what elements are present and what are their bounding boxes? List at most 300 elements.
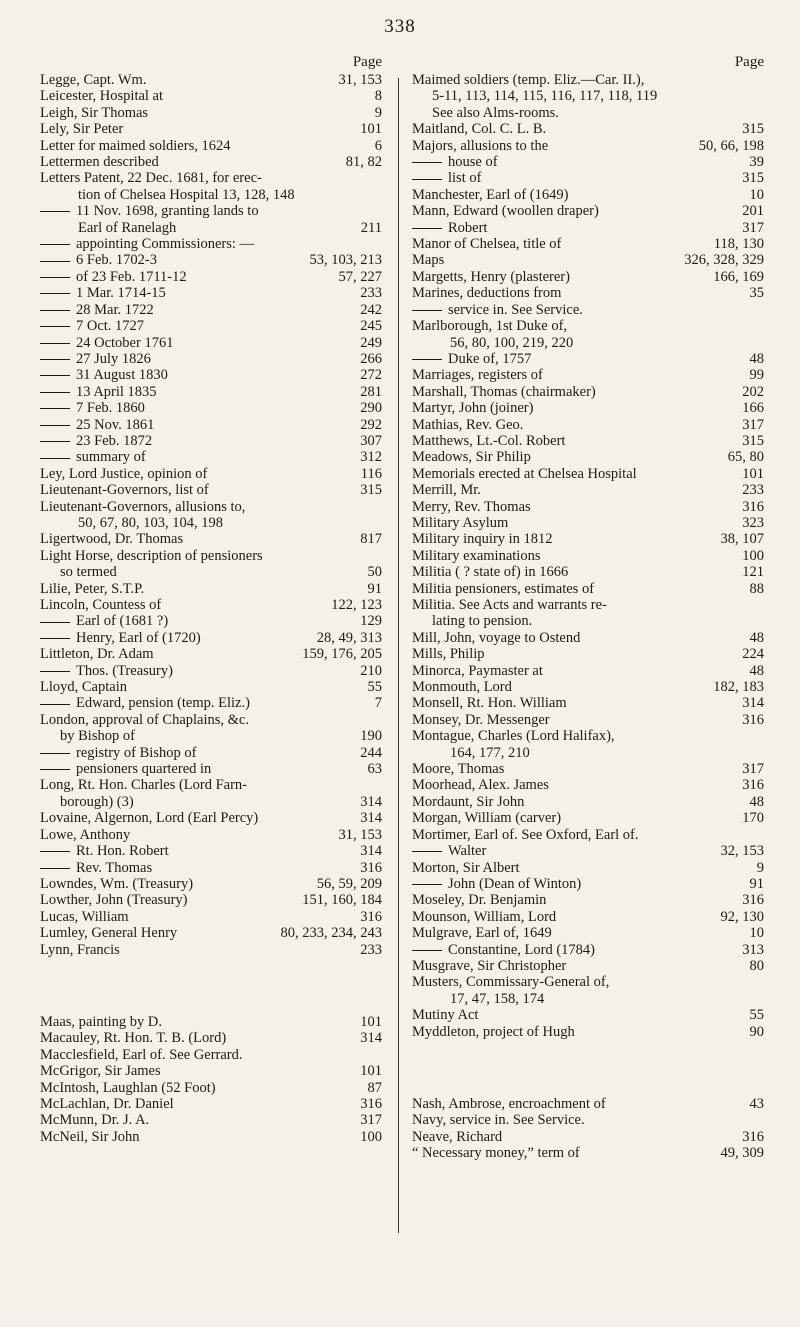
index-entry-pages: 166, 169 bbox=[713, 268, 764, 285]
index-entry bbox=[40, 597, 382, 613]
ditto-dash bbox=[412, 228, 442, 229]
index-entry bbox=[40, 810, 382, 826]
index-entry bbox=[40, 613, 382, 629]
index-entry bbox=[40, 417, 382, 433]
page-heading-label: Page bbox=[734, 54, 764, 70]
index-entry-pages: 129 bbox=[360, 613, 382, 630]
index-entry-text: Maps bbox=[412, 252, 445, 269]
index-entry bbox=[40, 72, 382, 88]
index-entry bbox=[412, 187, 764, 203]
index-entry-text: lating to pension. bbox=[432, 613, 533, 630]
index-entry-pages: 118, 130 bbox=[713, 236, 764, 253]
index-entry bbox=[40, 1030, 382, 1046]
index-entry-text: Mordaunt, Sir John bbox=[412, 793, 525, 810]
index-entry-text: Rt. Hon. Robert bbox=[76, 843, 169, 860]
index-entry-text: Moseley, Dr. Benjamin bbox=[412, 892, 547, 909]
index-entry-pages: 211 bbox=[360, 219, 382, 236]
index-entry-pages: 55 bbox=[749, 1007, 764, 1024]
ditto-dash bbox=[40, 244, 70, 245]
index-entry bbox=[40, 777, 382, 793]
index-entry bbox=[412, 860, 764, 876]
index-entry-pages: 315 bbox=[742, 432, 764, 449]
index-entry bbox=[412, 1096, 764, 1112]
index-entry-text: registry of Bishop of bbox=[76, 744, 197, 761]
index-entry-text: by Bishop of bbox=[60, 728, 135, 745]
index-entry bbox=[412, 942, 764, 958]
index-entry bbox=[412, 170, 764, 186]
index-entry bbox=[40, 695, 382, 711]
index-entry bbox=[412, 777, 764, 793]
index-entry-pages: 31, 153 bbox=[338, 826, 382, 843]
column-divider bbox=[398, 78, 399, 1233]
index-entry-pages: 249 bbox=[360, 334, 382, 351]
ditto-dash bbox=[40, 359, 70, 360]
index-entry bbox=[40, 384, 382, 400]
ditto-dash bbox=[412, 179, 442, 180]
ditto-dash bbox=[412, 884, 442, 885]
index-entry-text: “ Necessary money,” term of bbox=[412, 1145, 580, 1162]
index-entry-pages: 91 bbox=[749, 875, 764, 892]
ditto-dash bbox=[40, 704, 70, 705]
index-entry bbox=[412, 269, 764, 285]
index-entry-text: Morton, Sir Albert bbox=[412, 859, 520, 876]
index-entry bbox=[412, 745, 764, 761]
index-entry-text: Walter bbox=[448, 843, 487, 860]
ditto-dash bbox=[40, 375, 70, 376]
index-entry bbox=[412, 154, 764, 170]
index-section-l bbox=[40, 72, 382, 958]
index-entry bbox=[40, 1047, 382, 1063]
index-entry-text: house of bbox=[448, 154, 498, 171]
index-entry-pages: 101 bbox=[360, 1013, 382, 1030]
index-entry bbox=[40, 499, 382, 515]
index-entry bbox=[412, 384, 764, 400]
index-entry bbox=[40, 1096, 382, 1112]
index-entry-text: Morgan, William (carver) bbox=[412, 810, 562, 827]
index-entry-pages: 87 bbox=[367, 1079, 382, 1096]
index-entry-text: Littleton, Dr. Adam bbox=[40, 646, 154, 663]
index-entry bbox=[412, 991, 764, 1007]
index-entry bbox=[412, 236, 764, 252]
index-entry-text: Military inquiry in 1812 bbox=[412, 531, 553, 548]
index-entry bbox=[40, 630, 382, 646]
index-entry-pages: 315 bbox=[360, 482, 382, 499]
ditto-dash bbox=[40, 277, 70, 278]
index-entry-pages: 316 bbox=[742, 892, 764, 909]
index-entry-text: appointing Commissioners: — bbox=[76, 236, 255, 253]
index-entry bbox=[40, 581, 382, 597]
index-entry bbox=[40, 925, 382, 941]
index-entry-text: Moorhead, Alex. James bbox=[412, 777, 549, 794]
index-entry-pages: 202 bbox=[742, 383, 764, 400]
index-entry bbox=[412, 400, 764, 416]
index-entry-pages: 316 bbox=[742, 711, 764, 728]
index-entry-text: Lumley, General Henry bbox=[40, 925, 178, 942]
index-entry bbox=[40, 318, 382, 334]
index-entry bbox=[40, 203, 382, 219]
index-entry bbox=[40, 548, 382, 564]
index-entry-text: Legge, Capt. Wm. bbox=[40, 72, 147, 88]
index-entry-text: Manor of Chelsea, title of bbox=[412, 236, 562, 253]
index-entry-pages: 63 bbox=[367, 761, 382, 778]
index-entry-pages: 100 bbox=[742, 547, 764, 564]
index-entry-text: McMunn, Dr. J. A. bbox=[40, 1112, 150, 1129]
index-entry-pages: 314 bbox=[360, 1030, 382, 1047]
index-entry-text: Lowe, Anthony bbox=[40, 826, 131, 843]
index-entry-pages: 43 bbox=[749, 1095, 764, 1112]
index-section-mc bbox=[40, 1014, 382, 1145]
index-entry-text: Duke of, 1757 bbox=[448, 350, 532, 367]
index-entry-pages: 190 bbox=[360, 728, 382, 745]
index-entry-pages: 166 bbox=[742, 400, 764, 417]
ditto-dash bbox=[412, 359, 442, 360]
ditto-dash bbox=[40, 671, 70, 672]
index-entry-pages: 242 bbox=[360, 301, 382, 318]
index-entry bbox=[412, 367, 764, 383]
index-entry bbox=[40, 531, 382, 547]
index-entry bbox=[40, 646, 382, 662]
index-entry-pages: 307 bbox=[360, 432, 382, 449]
index-entry-pages: 121 bbox=[742, 564, 764, 581]
index-entry bbox=[412, 1024, 764, 1040]
index-entry bbox=[40, 827, 382, 843]
index-entry bbox=[40, 400, 382, 416]
index-entry-text: 13 April 1835 bbox=[76, 383, 157, 400]
index-entry-pages: 244 bbox=[360, 744, 382, 761]
ditto-dash bbox=[40, 261, 70, 262]
index-entry-pages: 233 bbox=[742, 482, 764, 499]
index-entry bbox=[412, 417, 764, 433]
index-entry-pages: 92, 130 bbox=[720, 908, 764, 925]
index-entry bbox=[412, 531, 764, 547]
index-entry-text: Maimed soldiers (temp. Eliz.—Car. II.), bbox=[412, 72, 645, 88]
index-entry-pages: 101 bbox=[742, 465, 764, 482]
index-column-right bbox=[412, 52, 764, 1162]
index-entry-text: 7 Feb. 1860 bbox=[76, 400, 145, 417]
index-entry-text: Margetts, Henry (plasterer) bbox=[412, 268, 570, 285]
index-entry bbox=[40, 892, 382, 908]
ditto-dash bbox=[40, 326, 70, 327]
index-entry-text: 164, 177, 210 bbox=[450, 744, 530, 761]
index-entry-text: McGrigor, Sir James bbox=[40, 1063, 161, 1080]
index-entry-pages: 281 bbox=[360, 383, 382, 400]
index-entry-text: Letter for maimed soldiers, 1624 bbox=[40, 137, 231, 154]
index-entry-text: McLachlan, Dr. Daniel bbox=[40, 1095, 174, 1112]
index-entry-pages: 315 bbox=[742, 121, 764, 138]
index-entry-text: Minorca, Paymaster at bbox=[412, 662, 543, 679]
ditto-dash bbox=[412, 950, 442, 951]
index-entry-text: 17, 47, 158, 174 bbox=[450, 990, 545, 1007]
index-entry-pages: 316 bbox=[742, 1128, 764, 1145]
index-entry bbox=[40, 138, 382, 154]
ditto-dash bbox=[40, 293, 70, 294]
index-entry-text: 56, 80, 100, 219, 220 bbox=[450, 334, 574, 351]
index-entry bbox=[412, 515, 764, 531]
index-entry-text: Lynn, Francis bbox=[40, 941, 120, 958]
index-entry-pages: 10 bbox=[749, 925, 764, 942]
index-entry bbox=[412, 138, 764, 154]
index-entry-pages: 316 bbox=[742, 777, 764, 794]
index-entry-pages: 314 bbox=[360, 793, 382, 810]
ditto-dash bbox=[40, 408, 70, 409]
index-entry bbox=[40, 876, 382, 892]
index-entry bbox=[412, 613, 764, 629]
index-entry-text: Marines, deductions from bbox=[412, 285, 562, 302]
index-entry-text: Leigh, Sir Thomas bbox=[40, 104, 149, 121]
index-entry-text: summary of bbox=[76, 449, 146, 466]
index-entry-pages: 80, 233, 234, 243 bbox=[280, 925, 382, 942]
index-entry bbox=[412, 351, 764, 367]
index-entry bbox=[40, 745, 382, 761]
page-number: 338 bbox=[384, 16, 416, 37]
index-entry bbox=[40, 1129, 382, 1145]
index-entry bbox=[412, 958, 764, 974]
index-entry-pages: 99 bbox=[749, 367, 764, 384]
index-entry-pages: 100 bbox=[360, 1128, 382, 1145]
ditto-dash bbox=[412, 851, 442, 852]
index-entry bbox=[40, 351, 382, 367]
index-entry-pages: 50 bbox=[367, 564, 382, 581]
index-entry-text: 7 Oct. 1727 bbox=[76, 318, 145, 335]
index-entry-pages: 317 bbox=[360, 1112, 382, 1129]
index-entry bbox=[412, 974, 764, 990]
index-entry bbox=[412, 203, 764, 219]
index-entry-pages: 9 bbox=[374, 104, 382, 121]
ditto-dash bbox=[40, 425, 70, 426]
index-entry bbox=[412, 548, 764, 564]
index-entry-text: pensioners quartered in bbox=[76, 761, 212, 778]
index-entry bbox=[412, 1145, 764, 1161]
index-entry bbox=[412, 827, 764, 843]
index-entry-text: Leicester, Hospital at bbox=[40, 88, 164, 105]
index-entry-text: of 23 Feb. 1711-12 bbox=[76, 268, 187, 285]
index-entry bbox=[412, 1112, 764, 1128]
index-entry-text: 27 July 1826 bbox=[76, 350, 151, 367]
index-entry-pages: 32, 153 bbox=[720, 843, 764, 860]
index-entry-text: Monmouth, Lord bbox=[412, 679, 512, 696]
ditto-dash bbox=[40, 310, 70, 311]
index-entry bbox=[412, 695, 764, 711]
index-entry-pages: 314 bbox=[742, 695, 764, 712]
index-entry bbox=[412, 892, 764, 908]
index-entry-pages: 38, 107 bbox=[720, 531, 764, 548]
index-entry-text: tion of Chelsea Hospital 13, 128, 148 bbox=[78, 186, 295, 203]
index-entry-text: Mulgrave, Earl of, 1649 bbox=[412, 925, 552, 942]
index-entry-text: Navy, service in. See Service. bbox=[412, 1112, 585, 1129]
index-entry-pages: 210 bbox=[360, 662, 382, 679]
index-entry-pages: 31, 153 bbox=[338, 72, 382, 88]
index-entry-pages: 316 bbox=[360, 908, 382, 925]
index-entry-text: 6 Feb. 1702-3 bbox=[76, 252, 157, 269]
ditto-dash bbox=[40, 868, 70, 869]
index-entry bbox=[412, 597, 764, 613]
index-entry-pages: 10 bbox=[749, 186, 764, 203]
index-entry-text: Montague, Charles (Lord Halifax), bbox=[412, 728, 615, 745]
index-entry bbox=[40, 335, 382, 351]
index-entry-text: 50, 67, 80, 103, 104, 198 bbox=[78, 514, 223, 531]
index-entry-text: 31 August 1830 bbox=[76, 367, 168, 384]
index-entry-pages: 91 bbox=[367, 580, 382, 597]
index-entry bbox=[40, 794, 382, 810]
index-entry-text: Militia ( ? state of) in 1666 bbox=[412, 564, 569, 581]
index-entry bbox=[40, 679, 382, 695]
index-entry-text: Lloyd, Captain bbox=[40, 679, 127, 696]
index-entry-pages: 48 bbox=[749, 629, 764, 646]
index-entry bbox=[40, 105, 382, 121]
index-entry bbox=[40, 942, 382, 958]
index-entry-text: 25 Nov. 1861 bbox=[76, 416, 155, 433]
index-entry-text: Marlborough, 1st Duke of, bbox=[412, 318, 568, 335]
index-entry-pages: 290 bbox=[360, 400, 382, 417]
index-entry-pages: 317 bbox=[742, 219, 764, 236]
index-entry bbox=[412, 466, 764, 482]
index-entry-pages: 101 bbox=[360, 121, 382, 138]
index-entry-text: Myddleton, project of Hugh bbox=[412, 1023, 575, 1040]
index-entry-text: Lowther, John (Treasury) bbox=[40, 892, 188, 909]
index-entry-text: 24 October 1761 bbox=[76, 334, 174, 351]
ditto-dash bbox=[40, 851, 70, 852]
index-entry bbox=[40, 121, 382, 137]
index-entry-text: Macauley, Rt. Hon. T. B. (Lord) bbox=[40, 1030, 227, 1047]
index-entry bbox=[412, 1007, 764, 1023]
index-entry-pages: 245 bbox=[360, 318, 382, 335]
index-entry bbox=[412, 843, 764, 859]
index-entry-text: 11 Nov. 1698, granting lands to bbox=[76, 203, 259, 220]
index-entry-text: Constantine, Lord (1784) bbox=[448, 941, 595, 958]
index-entry-text: See also Alms-rooms. bbox=[432, 104, 559, 121]
index-entry-text: so termed bbox=[60, 564, 117, 581]
ditto-dash bbox=[40, 753, 70, 754]
index-entry-text: Ley, Lord Justice, opinion of bbox=[40, 465, 208, 482]
index-entry bbox=[412, 433, 764, 449]
index-entry bbox=[412, 909, 764, 925]
ditto-dash bbox=[40, 441, 70, 442]
index-entry-text: Mathias, Rev. Geo. bbox=[412, 416, 524, 433]
index-entry-text: Neave, Richard bbox=[412, 1128, 503, 1145]
index-entry-text: Merrill, Mr. bbox=[412, 482, 481, 499]
index-entry bbox=[40, 515, 382, 531]
index-column-left bbox=[40, 52, 382, 1145]
index-entry-pages: 55 bbox=[367, 679, 382, 696]
index-entry-pages: 182, 183 bbox=[713, 679, 764, 696]
index-entry-text: Monsey, Dr. Messenger bbox=[412, 711, 550, 728]
index-entry-pages: 90 bbox=[749, 1023, 764, 1040]
index-entry-text: list of bbox=[448, 170, 482, 187]
index-entry-text: Earl of Ranelagh bbox=[78, 219, 177, 236]
index-entry bbox=[412, 810, 764, 826]
index-entry-text: Lovaine, Algernon, Lord (Earl Percy) bbox=[40, 810, 259, 827]
index-entry-pages: 35 bbox=[749, 285, 764, 302]
index-entry bbox=[412, 679, 764, 695]
index-entry bbox=[40, 236, 382, 252]
index-entry-text: borough) (3) bbox=[60, 793, 134, 810]
index-entry-text: John (Dean of Winton) bbox=[448, 875, 582, 892]
index-entry-text: Meadows, Sir Philip bbox=[412, 449, 531, 466]
ditto-dash bbox=[40, 622, 70, 623]
index-entry-text: McNeil, Sir John bbox=[40, 1128, 140, 1145]
index-entry-pages: 323 bbox=[742, 514, 764, 531]
index-entry bbox=[412, 285, 764, 301]
index-entry-text: service in. See Service. bbox=[448, 301, 583, 318]
index-entry-text: Memorials erected at Chelsea Hospital bbox=[412, 465, 637, 482]
index-entry bbox=[412, 449, 764, 465]
index-entry-pages: 48 bbox=[749, 350, 764, 367]
index-entry-text: 1 Mar. 1714-15 bbox=[76, 285, 166, 302]
index-entry-pages: 326, 328, 329 bbox=[684, 252, 764, 269]
index-entry bbox=[412, 564, 764, 580]
index-entry bbox=[412, 794, 764, 810]
index-entry bbox=[40, 860, 382, 876]
index-entry bbox=[412, 728, 764, 744]
index-entry-text: Lieutenant-Governors, list of bbox=[40, 482, 209, 499]
index-entry-text: Edward, pension (temp. Eliz.) bbox=[76, 695, 250, 712]
index-entry-pages: 116 bbox=[360, 465, 382, 482]
index-entry-text: Mortimer, Earl of. See Oxford, Earl of. bbox=[412, 826, 639, 843]
index-entry-pages: 50, 66, 198 bbox=[698, 137, 764, 154]
index-entry bbox=[412, 581, 764, 597]
index-entry bbox=[412, 121, 764, 137]
index-entry-text: Militia. See Acts and warrants re- bbox=[412, 597, 607, 613]
index-entry bbox=[40, 761, 382, 777]
index-entry bbox=[40, 843, 382, 859]
index-entry-text: Mounson, William, Lord bbox=[412, 908, 557, 925]
index-entry bbox=[40, 170, 382, 186]
ditto-dash bbox=[40, 211, 70, 212]
index-entry bbox=[40, 1063, 382, 1079]
index-entry-pages: 122, 123 bbox=[331, 597, 382, 613]
index-entry-text: Lowndes, Wm. (Treasury) bbox=[40, 875, 194, 892]
index-entry-pages: 6 bbox=[374, 137, 382, 154]
index-entry bbox=[40, 252, 382, 268]
index-entry-text: Military Asylum bbox=[412, 514, 509, 531]
index-entry-text: Light Horse, description of pensioners bbox=[40, 547, 263, 564]
index-entry-text: Military examinations bbox=[412, 547, 541, 564]
index-entry bbox=[412, 712, 764, 728]
index-entry bbox=[40, 269, 382, 285]
index-entry-pages: 151, 160, 184 bbox=[302, 892, 382, 909]
index-entry bbox=[412, 761, 764, 777]
index-entry-text: Mills, Philip bbox=[412, 646, 485, 663]
index-entry bbox=[40, 220, 382, 236]
index-entry-pages: 272 bbox=[360, 367, 382, 384]
ditto-dash bbox=[40, 638, 70, 639]
index-entry-pages: 224 bbox=[742, 646, 764, 663]
ditto-dash bbox=[40, 343, 70, 344]
index-entry-pages: 313 bbox=[742, 941, 764, 958]
index-entry bbox=[40, 712, 382, 728]
index-entry-pages: 101 bbox=[360, 1063, 382, 1080]
index-entry-text: Monsell, Rt. Hon. William bbox=[412, 695, 567, 712]
index-entry-text: Robert bbox=[448, 219, 488, 236]
index-entry bbox=[412, 663, 764, 679]
index-entry bbox=[40, 564, 382, 580]
index-entry-text: Lincoln, Countess of bbox=[40, 597, 162, 613]
index-entry bbox=[412, 220, 764, 236]
index-entry-pages: 8 bbox=[374, 88, 382, 105]
index-entry-text: Letters Patent, 22 Dec. 1681, for erec- bbox=[40, 170, 262, 187]
index-entry-pages: 81, 82 bbox=[345, 154, 382, 171]
index-entry bbox=[412, 499, 764, 515]
index-entry-pages: 266 bbox=[360, 350, 382, 367]
index-entry-pages: 817 bbox=[360, 531, 382, 548]
ditto-dash bbox=[40, 392, 70, 393]
index-entry-text: Henry, Earl of (1720) bbox=[76, 629, 201, 646]
index-entry-pages: 28, 49, 313 bbox=[316, 629, 382, 646]
index-entry-pages: 314 bbox=[360, 843, 382, 860]
index-entry-pages: 9 bbox=[756, 859, 764, 876]
index-entry-text: Nash, Ambrose, encroachment of bbox=[412, 1095, 606, 1112]
index-entry-pages: 170 bbox=[742, 810, 764, 827]
